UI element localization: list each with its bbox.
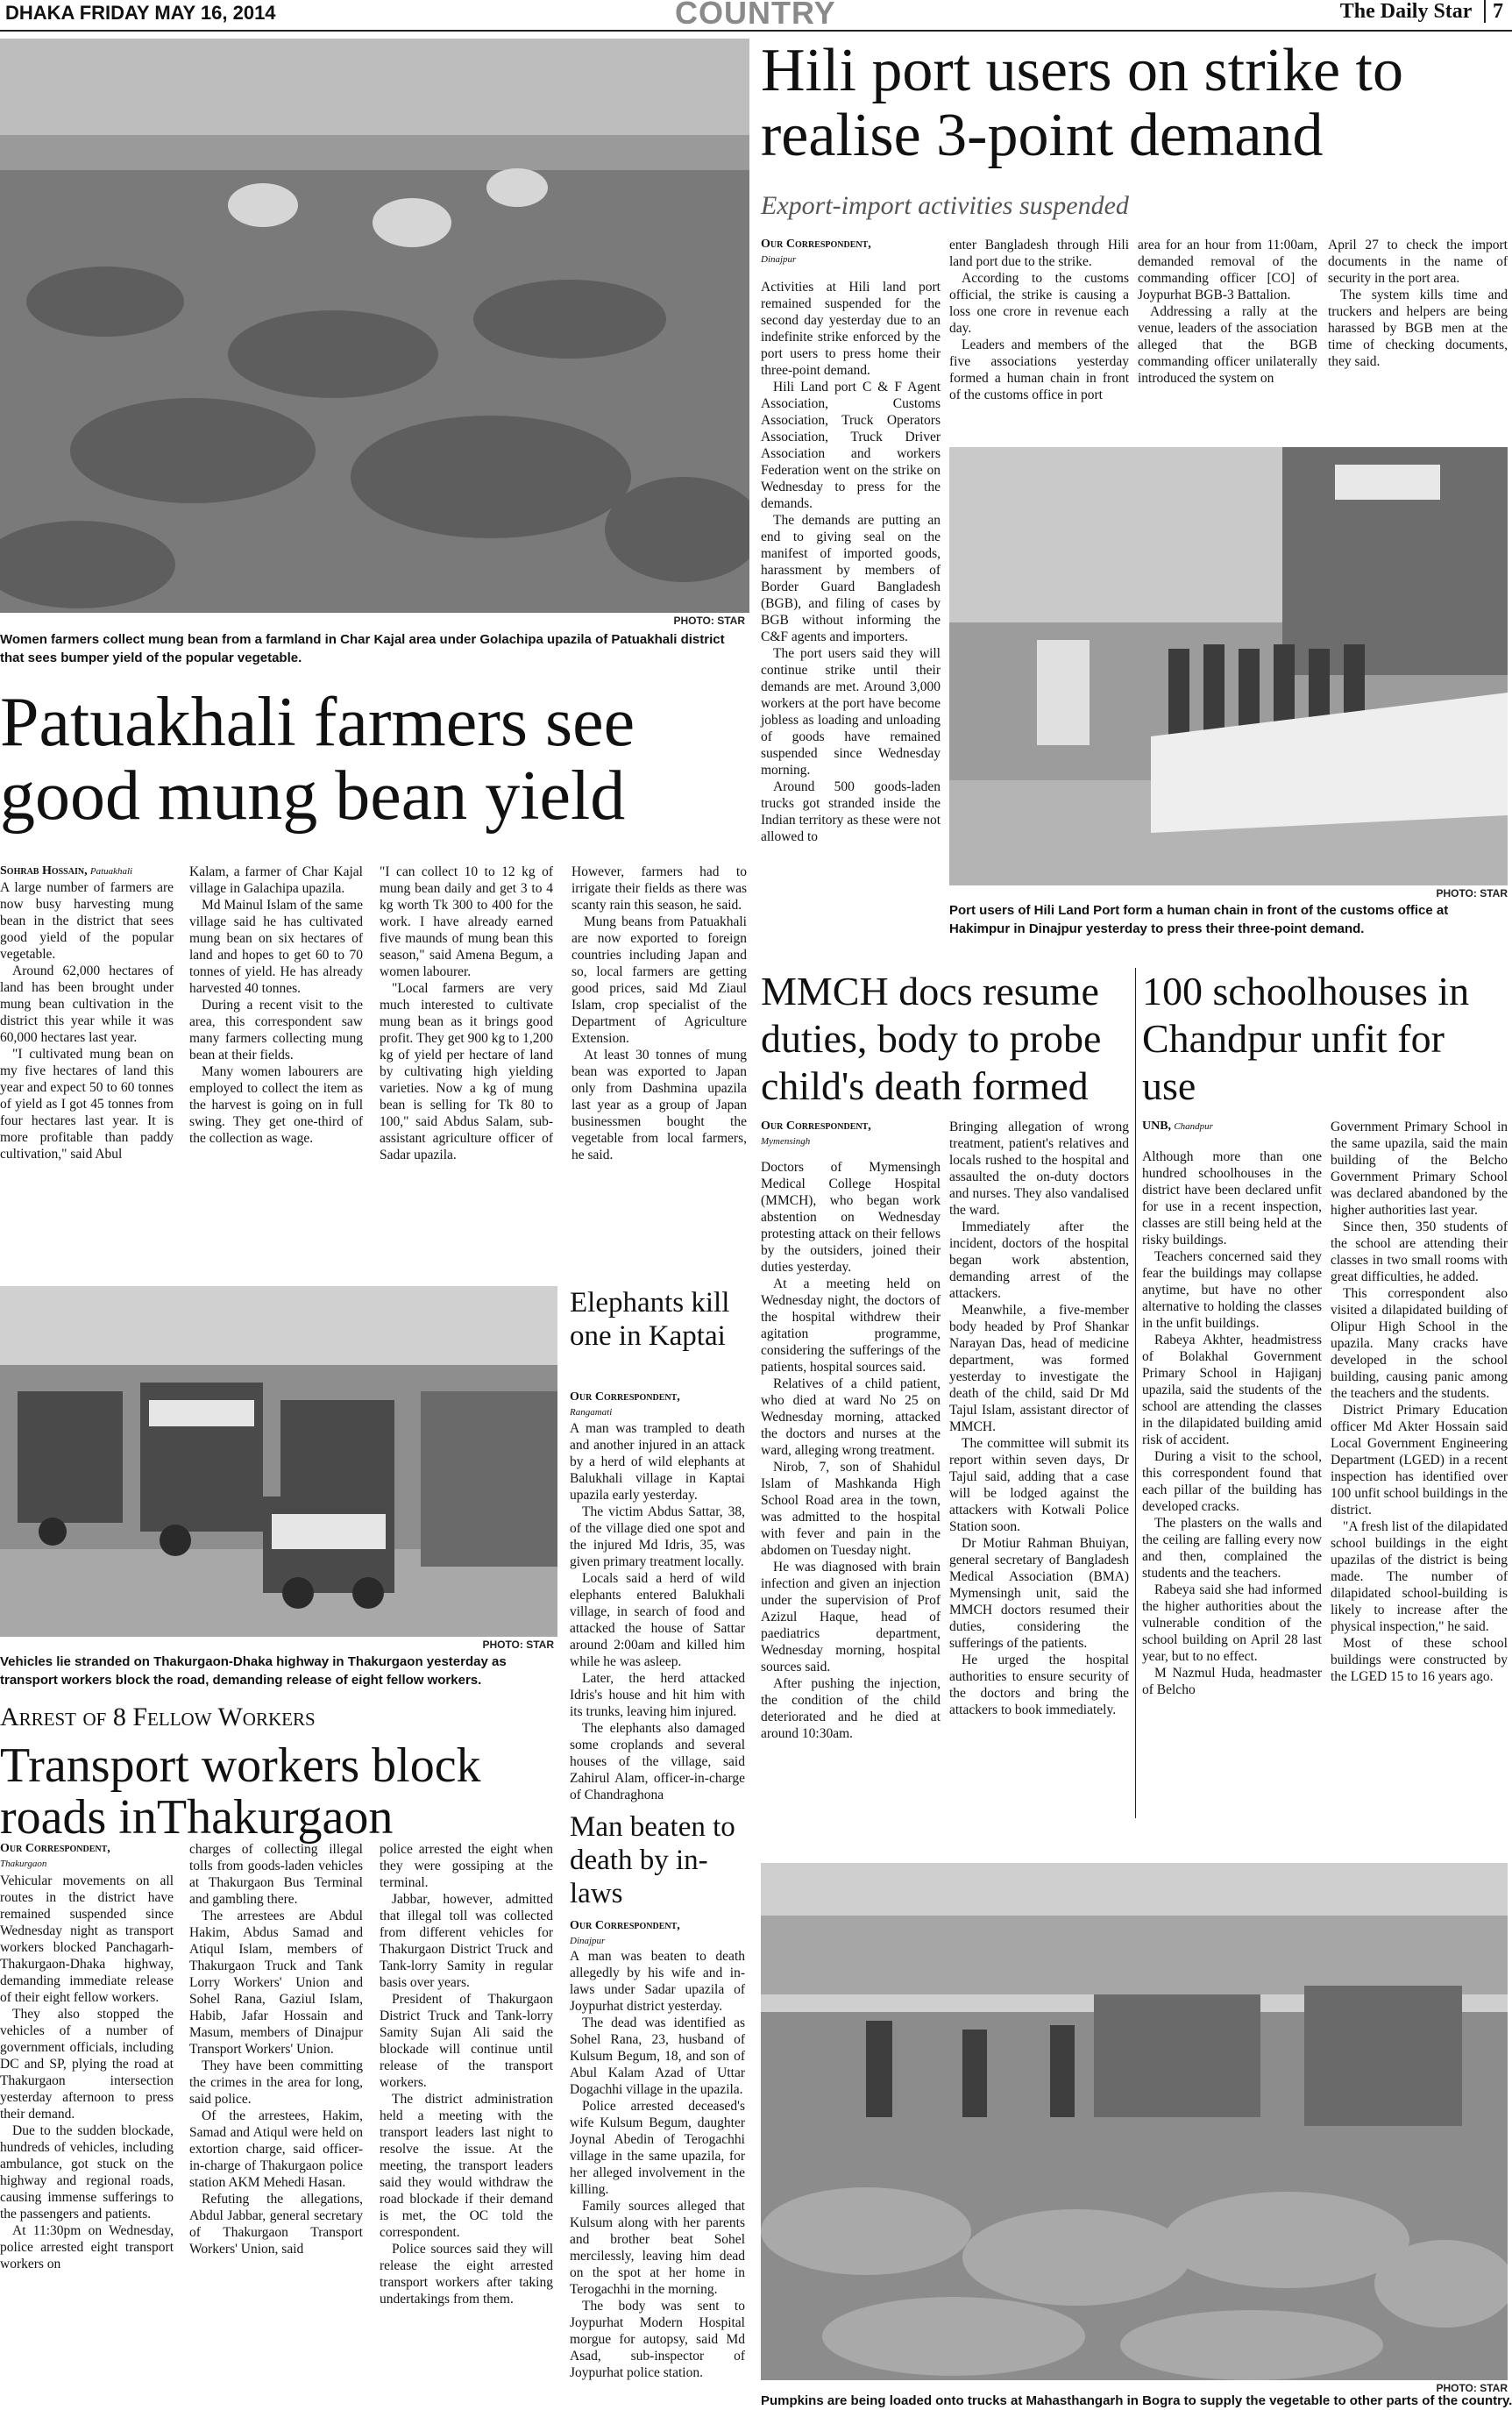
- stranded-vehicles-photo: [0, 1286, 557, 1637]
- dateline: DHAKA FRIDAY MAY 16, 2014: [5, 2, 276, 24]
- paragraph: police arrested the eight when they were gossiping at the terminal.: [380, 1842, 553, 1890]
- elephants-body-text: [570, 1420, 745, 1803]
- paragraph: April 27 to check the import documents in the name of security in the port area.: [1328, 238, 1508, 286]
- beaten-body-text: [570, 1948, 745, 2381]
- transport-headline: Transport workers block roads inThakurgaon: [0, 1738, 481, 1845]
- paragraph: Locals said a herd of wild elephants entered Balukhali village, in search of food and attacked the house of Sattar around 2:00am and killed him while he was asleep.: [570, 1571, 745, 1669]
- paragraph: Kalam, a farmer of Char Kajal village in Galachipa upazila.: [189, 864, 363, 896]
- paragraph: enter Bangladesh through Hili land port due to the strike.: [949, 238, 1129, 269]
- paragraph: The system kills time and truckers and helpers are being harassed by BGB men at the time of checking documents, they said.: [1328, 288, 1508, 369]
- schools-col-1-text: [1142, 1148, 1322, 1698]
- hili-col-3-text: [1138, 237, 1317, 387]
- elephants-byline-place: Rangamati: [570, 1407, 613, 1418]
- mung-col-2-text: [189, 864, 363, 1147]
- hili-col-3: [1138, 237, 1317, 387]
- paragraph: At 11:30pm on Wednesday, police arrested eight transport workers on: [0, 2223, 174, 2271]
- paragraph: "I can collect 10 to 12 kg of mung bean daily and get 3 to 4 kg worth Tk 300 to 400 for the work. I have already earned five maunds of mung bean this season," said Amena Begum, a women labourer.: [380, 864, 553, 979]
- paragraph: The victim Abdus Sattar, 38, of the village died one spot and the injured Md Idris, 35, was given primary treatment locally.: [570, 1504, 745, 1569]
- paragraph: Around 500 goods-laden trucks got stranded inside the Indian territory as these were not allowed to: [761, 779, 941, 844]
- beaten-byline-name: Our Correspondent,: [570, 1919, 680, 1932]
- paragraph: The committee will submit its report within seven days, Dr Tajul said, adding that a case will be lodged against the attackers with Kotwali Police Station soon.: [949, 1436, 1129, 1534]
- paragraph: Doctors of Mymensingh Medical College Hospital (MMCH), who began work abstention on Wednesday protesting attack on their fellows by the outsiders, joined their duties yesterday.: [761, 1160, 941, 1275]
- paragraph: Since then, 350 students of the school are attending their classes in two small rooms with great difficulties, he added.: [1331, 1219, 1508, 1284]
- pumpkins-photo-caption: Pumpkins are being loaded onto trucks at Mahasthangarh in Bogra to supply the vegetable to other parts of the country.: [761, 2393, 1512, 2408]
- paragraph: During a recent visit to the area, this correspondent saw many farmers collecting mung bean at their fields.: [189, 998, 363, 1063]
- paragraph: M Nazmul Huda, headmaster of Belcho: [1142, 1666, 1322, 1697]
- paragraph: "A fresh list of the dilapidated school buildings in the eight upazilas of the district is being made. The number of dilapidated school-building is likely to increase after the physical inspection," he said.: [1331, 1519, 1508, 1634]
- schools-col-1: [1142, 1148, 1322, 1698]
- paragraph: Jabbar, however, admitted that illegal toll was collected from different vehicles for Thakurgaon District Truck and Tank-lorry Samity in regular basis over years.: [380, 1892, 553, 1990]
- paragraph: "Local farmers are very much interested to cultivate mung bean as it brings good profit. They get 900 kg to 1,200 kg of yield per hectare of land by cultivating high yielding varieties. Now a kg of mung bean is selling for Tk 80 to 100," said Abdus Salam, sub-assistant agriculture officer of Sadar upazila.: [380, 981, 553, 1162]
- paragraph: Family sources alleged that Kulsum along with her parents and brother beat Sohel mercilessly, leaving him dead on the spot at her home in Terogachhi in the morning.: [570, 2199, 745, 2297]
- paragraph: Meanwhile, a five-member body headed by Prof Shankar Narayan Das, head of medicine department, was formed yesterday to investigate the death of the child, said Dr Md Tajul Islam, assistant director of MMCH.: [949, 1303, 1129, 1434]
- transport-photo-credit: PHOTO: STAR: [482, 1639, 554, 1651]
- paragraph: Police arrested deceased's wife Kulsum Begum, daughter Joynal Abedin of Terogachhi village in the same upazila, for her alleged involvement in the killing.: [570, 2099, 745, 2197]
- paragraph: They have been committing the crimes in the area for long, said police.: [189, 2058, 363, 2107]
- beaten-headline: Man beaten to death by in-laws: [570, 1811, 735, 1909]
- mung-col-2: [189, 864, 363, 1147]
- paragraph: Immediately after the incident, doctors of the hospital began work abstention, demanding arrest of the attackers.: [949, 1219, 1129, 1301]
- hili-human-chain-photo: [949, 447, 1508, 885]
- beaten-body: [570, 1948, 745, 2381]
- elephants-body: [570, 1420, 745, 1803]
- paragraph: Teachers concerned said they fear the buildings may collapse anytime, but have no other alternative to holding the classes in the unfit buildings.: [1142, 1249, 1322, 1331]
- mung-col-4: [571, 864, 747, 1163]
- paragraph: The arrestees are Abdul Hakim, Abdus Samad and Atiqul Islam, members of Thakurgaon Truck and Tank Lorry Workers' Union and Sohel Rana, Gaziul Islam, Habib, Jafar Hossain and Masum, members of Dinajpur Transport Workers' Union.: [189, 1909, 363, 2057]
- paragraph: The port users said they will continue strike until their demands are met. Around 3,000 workers at the port have become jobless as loading and unloading of goods have remained suspended since Wednesday morning.: [761, 646, 941, 778]
- paragraph: Addressing a rally at the venue, leaders of the association alleged that the BGB commanding officer unilaterally introduced the system on: [1138, 304, 1317, 386]
- paragraph: The demands are putting an end to giving seal on the manifest of imported goods, harassment by members of Border Guard Bangladesh (BGB), and filing of cases by BGB without informing the C&F agents and importers.: [761, 513, 941, 644]
- beaten-byline: [570, 1918, 745, 1948]
- paragraph: However, farmers had to irrigate their fields as there was scanty rain this season, he said.: [571, 864, 747, 913]
- transport-byline: [0, 1841, 174, 1871]
- transport-col-2-text: [189, 1841, 363, 2257]
- paragraph: Most of these school buildings were constructed by the LGED 15 to 16 years ago.: [1331, 1636, 1508, 1684]
- transport-col-3-text: [380, 1841, 553, 2307]
- paragraph: At least 30 tonnes of mung bean was exported to Japan only from Dashmina upazila last year as a group of Japan businessmen bought the vegetable from local farmers, he said.: [571, 1048, 747, 1162]
- pumpkins-photo: [761, 1863, 1508, 2380]
- paragraph: Of the arrestees, Hakim, Samad and Atiqul were held on extortion charge, said officer-in-charge of Thakurgaon police station AKM Mehedi Hasan.: [189, 2108, 363, 2190]
- paragraph: Due to the sudden blockade, hundreds of vehicles, including ambulance, got stuck on the highway and regional roads, causing immense sufferings to the passengers and patients.: [0, 2123, 174, 2222]
- masthead: [0, 0, 1512, 32]
- mmch-byline-place: Mymensingh: [761, 1136, 811, 1147]
- paragraph: Many women labourers are employed to collect the item as the harvest is going on in full swing. They get one-third of the collection as wage.: [189, 1064, 363, 1146]
- paragraph: Leaders and members of the five associations yesterday formed a human chain in front of the customs office in port: [949, 338, 1129, 402]
- schools-headline: 100 schoolhouses in Chandpur unfit for use: [1142, 969, 1470, 1108]
- paragraph: Mung beans from Patuakhali are now exported to foreign countries including Japan and so, local farmers are getting good prices, said Md Ziaul Islam, crop specialist of the Department of Agriculture Extension.: [571, 914, 747, 1046]
- schools-byline: [1142, 1119, 1322, 1134]
- paragraph: Nirob, 7, son of Shahidul Islam of Mashkanda High School Road area in the town, was admitted to the hospital with fever and pain in the abdomen on Tuesday night.: [761, 1460, 941, 1558]
- paragraph: "I cultivated mung bean on my five hectares of land this year and expect 50 to 60 tonnes of yield as I got 45 tonnes from four hectares last year. It is more profitable than paddy cultivation," said Abul: [0, 1047, 174, 1162]
- hili-col-1: [761, 279, 941, 845]
- paragraph: According to the customs official, the strike is causing a loss one crore in revenue each day.: [949, 271, 1129, 336]
- pumpkins-photo-credit: PHOTO: STAR: [1436, 2382, 1508, 2394]
- mmch-col-1: [761, 1159, 941, 1742]
- transport-byline-place: Thakurgaon: [0, 1859, 47, 1869]
- mmch-col-2-text: [949, 1119, 1129, 1718]
- paragraph: Around 62,000 hectares of land has been brought under mung bean cultivation in the district this year while it was 60,000 hectares last year.: [0, 963, 174, 1045]
- transport-photo-caption: Vehicles lie stranded on Thakurgaon-Dhaka highway in Thakurgaon yesterday as transport workers block the road, demanding release of eight fellow workers.: [0, 1654, 507, 1688]
- paragraph: Refuting the allegations, Abdul Jabbar, general secretary of Thakurgaon Transport Workers' Union, said: [189, 2192, 363, 2257]
- transport-kicker: Arrest of 8 Fellow Workers: [0, 1703, 316, 1731]
- paragraph: He was diagnosed with brain infection and given an injection under the supervision of Prof Azizul Haque, head of paediatrics department, Wednesday morning, hospital sources said.: [761, 1560, 941, 1674]
- paragraph: After pushing the injection, the condition of the child deteriorated and he died at around 10:30am.: [761, 1676, 941, 1741]
- page-number: 7: [1484, 0, 1503, 23]
- transport-col-1: [0, 1873, 174, 2272]
- hili-col-2-text: [949, 237, 1129, 403]
- transport-byline-name: Our Correspondent,: [0, 1842, 110, 1855]
- paragraph: Later, the herd attacked Idris's house and hit him with its trunks, leaving him injured.: [570, 1671, 745, 1719]
- paragraph: Government Primary School in the same upazila, said the main building of the Belcho Government Primary School was declared abandoned by the higher authorities last year.: [1331, 1120, 1508, 1218]
- paragraph: The dead was identified as Sohel Rana, 23, husband of Kulsum Begum, 18, and son of Abul Kalam Azad of Uttar Dogachhi village in the upazila.: [570, 2015, 745, 2097]
- paragraph: Vehicular movements on all routes in the district have remained suspended since Wednesday night as transport workers blocked Panchagarh-Thakurgaon-Dhaka highway, demanding immediate release of their eight fellow workers.: [0, 1873, 174, 2005]
- paragraph: Bringing allegation of wrong treatment, patient's relatives and locals rushed to the hospital and assaulted the on-duty doctors and nurses. They also vandalised the ward.: [949, 1120, 1129, 1218]
- paragraph: Relatives of a child patient, who died at ward No 25 on Wednesday morning, attacked the doctors and nurses at the ward, alleging wrong treatment.: [761, 1376, 941, 1458]
- hili-byline-name: Our Correspondent,: [761, 238, 871, 251]
- hili-headline: Hili port users on strike to realise 3-point demand: [761, 37, 1403, 169]
- mung-col-4-text: [571, 864, 747, 1163]
- paragraph: The elephants also damaged some croplands and several houses of the village, said Zahirul Alam, officer-in-charge of Chandraghona: [570, 1721, 745, 1802]
- hili-photo-credit: PHOTO: STAR: [1436, 887, 1508, 899]
- hili-col-4-text: [1328, 237, 1508, 370]
- mung-col-1: [0, 879, 174, 1162]
- hili-subhead: Export-import activities suspended: [761, 191, 1129, 220]
- mung-byline: [0, 864, 174, 878]
- paragraph: A man was trampled to death and another injured in an attack by a herd of wild elephants at Balukhali village in Kaptai upazila early yesterday.: [570, 1421, 745, 1503]
- mung-photo-caption: Women farmers collect mung bean from a farmland in Char Kajal area under Golachipa upazila of Patuakhali district that sees bumper yield of the popular vegetable.: [0, 632, 725, 665]
- paper-name: The Daily Star: [1339, 0, 1472, 23]
- paragraph: During a visit to the school, this correspondent found that each pillar of the building has developed cracks.: [1142, 1449, 1322, 1514]
- paragraph: Although more than one hundred schoolhouses in the district have been declared unfit for use in a recent inspection, classes are still being held at the risky buildings.: [1142, 1149, 1322, 1248]
- hili-col-1-text: [761, 279, 941, 845]
- elephants-byline: [570, 1390, 745, 1419]
- mmch-col-1-text: [761, 1159, 941, 1742]
- masthead-right: [1340, 0, 1503, 24]
- mmch-byline: [761, 1119, 941, 1148]
- transport-col-3: [380, 1841, 553, 2307]
- transport-col-1-text: [0, 1873, 174, 2272]
- hili-photo-caption: Port users of Hili Land Port form a human chain in front of the customs office at Hakimpur in Dinajpur yesterday to press their three-point demand.: [949, 903, 1449, 936]
- schools-byline-name: UNB,: [1142, 1120, 1172, 1133]
- paragraph: The district administration held a meeting with the transport leaders last night to resolve the issue. At the meeting, the transport leaders said they would withdraw the road blockade if their demand is met, the OC told the correspondent.: [380, 2092, 553, 2240]
- hili-byline: [761, 237, 941, 267]
- paragraph: charges of collecting illegal tolls from goods-laden vehicles at Thakurgaon Bus Terminal and gambling there.: [189, 1842, 363, 1907]
- paragraph: They also stopped the vehicles of a number of government officials, including DC and SP, plying the road at Thakurgaon intersection yesterday afternoon to press their demand.: [0, 2007, 174, 2122]
- paragraph: He urged the hospital authorities to ensure security of the doctors and bring the attackers to book immediately.: [949, 1653, 1129, 1717]
- mung-bean-photo: [0, 39, 749, 613]
- transport-col-2: [189, 1841, 363, 2257]
- mmch-headline: MMCH docs resume duties, body to probe child's death formed: [761, 969, 1102, 1108]
- paragraph: Rabeya said she had informed the higher authorities about the vulnerable condition of the school building on April 28 last year, but to no effect.: [1142, 1582, 1322, 1664]
- paragraph: District Primary Education officer Md Akter Hossain said Local Government Engineering Department (LGED) in a recent inspection has identified over 100 unfit school buildings in the district.: [1331, 1403, 1508, 1518]
- beaten-byline-place: Dinajpur: [570, 1936, 606, 1946]
- column-rule: [1135, 968, 1136, 1818]
- elephants-byline-name: Our Correspondent,: [570, 1390, 680, 1404]
- mung-col-3: [380, 864, 553, 1163]
- paragraph: Hili Land port C & F Agent Association, Customs Association, Truck Operators Association, Truck Driver Association and workers Federation went on the strike on Wednesday to press for the demands.: [761, 380, 941, 511]
- hili-col-4: [1328, 237, 1508, 370]
- paragraph: At a meeting held on Wednesday night, the doctors of the hospital withdrew their agitation programme, considering the sufferings of the patients, hospital sources said.: [761, 1276, 941, 1375]
- mung-headline: Patuakhali farmers see good mung bean yield: [0, 684, 635, 835]
- paragraph: President of Thakurgaon District Truck and Tank-lorry Samity Sujan Ali said the blockade will continue until release of the transport workers.: [380, 1992, 553, 2090]
- paragraph: A man was beaten to death allegedly by his wife and in-laws under Sadar upazila of Joypurhat district yesterday.: [570, 1949, 745, 2014]
- mung-byline-place: Patuakhali: [89, 866, 133, 877]
- paragraph: This correspondent also visited a dilapidated building of Olipur High School in the upazila. Many cracks have developed in the school building, causing panic among the teachers and the students.: [1331, 1286, 1508, 1401]
- paragraph: The plasters on the walls and the ceiling are falling every now and then, complained the students and the teachers.: [1142, 1516, 1322, 1581]
- paragraph: Dr Motiur Rahman Bhuiyan, general secretary of Bangladesh Medical Association (BMA) Mymensingh unit, said the MMCH doctors resumed their duties, considering the sufferings of the patients.: [949, 1536, 1129, 1651]
- paragraph: Md Mainul Islam of the same village said he has cultivated mung bean on six hectares of land and hopes to get 60 to 70 tonnes of yield. He has already harvested 40 tonnes.: [189, 898, 363, 996]
- paragraph: Police sources said they will release the eight arrested transport workers after taking undertakings from them.: [380, 2242, 553, 2307]
- hili-col-2: [949, 237, 1129, 403]
- section-name: COUNTRY: [675, 0, 836, 31]
- paragraph: area for an hour from 11:00am, demanded removal of the commanding officer [CO] of Joypurhat BGB-3 Battalion.: [1138, 238, 1317, 302]
- mung-photo-credit: PHOTO: STAR: [673, 615, 745, 627]
- paragraph: The body was sent to Joypurhat Modern Hospital morgue for autopsy, said Md Asad, sub-inspector of Joypurhat police station.: [570, 2299, 745, 2380]
- mung-col-3-text: [380, 864, 553, 1163]
- mmch-col-2: [949, 1119, 1129, 1718]
- paragraph: A large number of farmers are now busy harvesting mung bean in the district that sees good yield of the popular vegetable.: [0, 880, 174, 962]
- schools-col-2-text: [1331, 1119, 1508, 1685]
- mmch-byline-name: Our Correspondent,: [761, 1120, 871, 1133]
- hili-byline-place: Dinajpur: [761, 254, 797, 265]
- paragraph: Activities at Hili land port remained suspended for the second day yesterday due to an indefinite strike enforced by the port users to press home their three-point demand.: [761, 280, 941, 378]
- mung-byline-name: Sohrab Hossain,: [0, 864, 88, 878]
- paragraph: Rabeya Akhter, headmistress of Bolakhal Government Primary School in Hajiganj upazila, said the students of the school are attending the classes in the dilapidated building amid risk of accident.: [1142, 1333, 1322, 1447]
- elephants-headline: Elephants kill one in Kaptai: [570, 1287, 730, 1352]
- schools-byline-place: Chandpur: [1174, 1121, 1213, 1132]
- mung-col-1-text: [0, 879, 174, 1162]
- schools-col-2: [1331, 1119, 1508, 1685]
